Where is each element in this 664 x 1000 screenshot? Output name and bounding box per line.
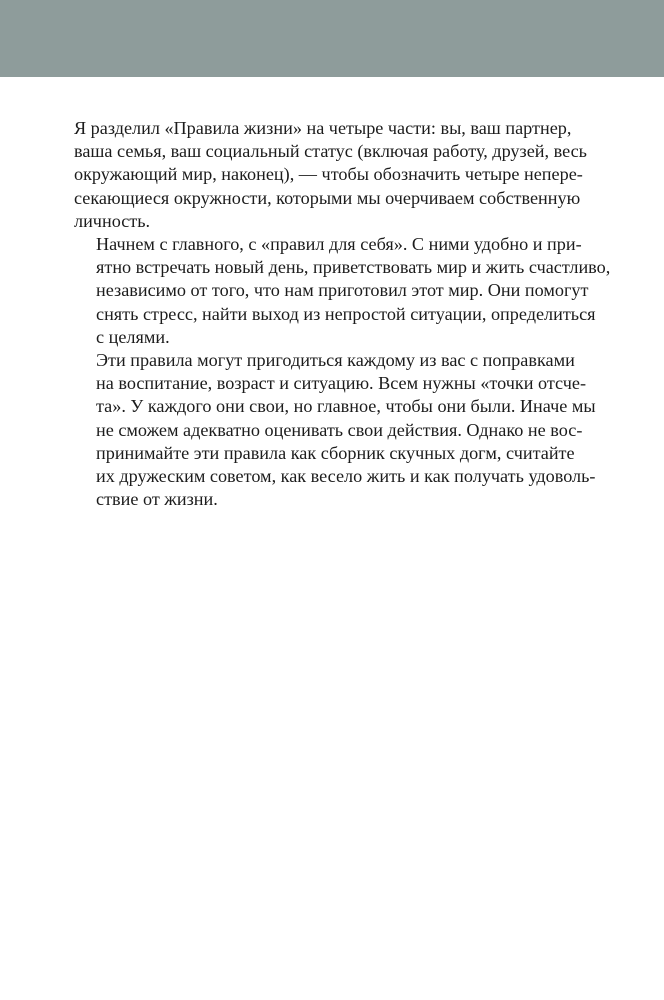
body-text: [74, 117, 611, 511]
paragraph-1: [74, 117, 587, 233]
text-line: окружающий мир, наконец), — чтобы обозначить четыре непере-: [74, 164, 583, 185]
text-line: снять стресс, найти выход из непростой ситуации, определиться: [96, 303, 596, 324]
text-line: ятно встречать новый день, приветствовать мир и жить счастливо,: [96, 257, 611, 278]
text-line: личность.: [74, 210, 151, 231]
text-line: Начнем с главного, с «правил для себя». С ними удобно и при-: [96, 234, 582, 255]
paragraph-2: [74, 233, 611, 349]
text-line: секающиеся окружности, которыми мы очерчиваем собственную: [74, 187, 581, 208]
text-line: ваша семья, ваш социальный статус (включая работу, друзей, весь: [74, 141, 587, 162]
text-line: с целями.: [96, 326, 170, 347]
text-line: та». У каждого они свои, но главное, чтобы они были. Иначе мы: [96, 396, 596, 417]
text-line: Эти правила могут пригодиться каждому из вас с поправками: [96, 350, 575, 371]
text-line: не сможем адекватно оценивать свои действия. Однако не вос-: [96, 419, 583, 440]
text-line: их дружеским советом, как весело жить и как получать удоволь-: [96, 466, 596, 487]
header-band: [0, 0, 664, 77]
text-line: принимайте эти правила как сборник скучных догм, считайте: [96, 442, 575, 463]
text-line: ствие от жизни.: [96, 489, 218, 510]
paragraph-3: [74, 349, 596, 511]
text-line: Я разделил «Правила жизни» на четыре части: вы, ваш партнер,: [74, 118, 572, 138]
text-line: на воспитание, возраст и ситуацию. Всем нужны «точки отсче-: [96, 373, 587, 394]
text-line: независимо от того, что нам приготовил этот мир. Они помогут: [96, 280, 589, 301]
